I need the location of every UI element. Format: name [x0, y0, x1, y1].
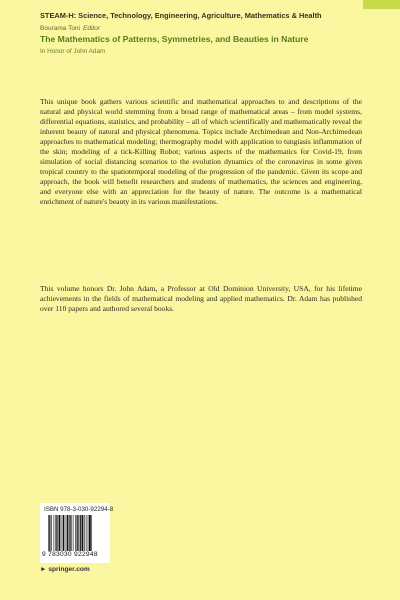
- editor-name: Bourama Toni: [40, 25, 80, 32]
- cover-accent-tab: [363, 0, 400, 9]
- barcode-bar: [49, 515, 50, 551]
- isbn-label: ISBN 978-3-030-92294-8: [44, 506, 114, 513]
- barcode-bar: [63, 515, 64, 551]
- barcode-bar: [84, 515, 85, 551]
- barcode-bar: [77, 515, 78, 551]
- barcode-bar: [69, 515, 70, 551]
- barcode-digits: 9 783030 922948: [42, 551, 98, 558]
- book-subtitle: In Honor of John Adam: [40, 48, 106, 55]
- barcode-bar: [67, 515, 69, 551]
- barcode-bar: [81, 515, 83, 551]
- barcode-bar: [54, 515, 55, 551]
- barcode-bar: [55, 515, 56, 551]
- description-paragraph: This unique book gathers various scientific and mathematical approaches to and descriptions of the natural and physical world stemming from a broad range of mathematical areas – from model systems, differential equations, statistics, and probability – all of which scientifically and mathematically reveal the inherent beauty of natural and physical phenomena. Topics include Archimedean and Non-Archimedean approaches to mathematical modeling; thermography model with application to tungiasis inflammation of the skin; modeling of a tick-Killing Robot; various aspects of the mathematics for Covid-19, from simulation of social distancing scenarios to the evolution dynamics of the coronavirus in some given tropical country to the spatiotemporal modeling of the progression of the pandemic. Given its scope and approach, the book will benefit researchers and students of mathematics, the sciences and engineering, and everyone else with an appreciation for the beauty of nature. The outcome is a mathematical enrichment of nature's beauty in its various manifestations.: [40, 97, 362, 207]
- barcode-bar: [51, 515, 52, 551]
- barcode-bar: [78, 515, 79, 551]
- barcode-bar: [59, 515, 61, 551]
- publisher-link[interactable]: ► springer.com: [40, 566, 90, 573]
- barcode-bar: [48, 515, 49, 551]
- editor-role: Editor: [83, 25, 100, 32]
- barcode-bar: [57, 515, 58, 551]
- barcode-bar: [88, 515, 89, 551]
- series-name: STEAM-H: Science, Technology, Engineering, Agriculture, Mathematics & Health: [40, 11, 322, 20]
- barcode-bar: [73, 515, 74, 551]
- barcode-bar: [89, 515, 91, 551]
- barcode-bar: [86, 515, 87, 551]
- barcode-bar: [75, 515, 76, 551]
- dedication-paragraph: This volume honors Dr. John Adam, a Professor at Old Dominion University, USA, for his lifetime achievements in the fields of mathematical modeling and applied mathematics. Dr. Adam has published over 110 papers and authored several books.: [40, 284, 362, 314]
- barcode-bar: [62, 515, 63, 551]
- barcode-image: [48, 515, 106, 551]
- barcode-bar: [70, 515, 71, 551]
- book-title: The Mathematics of Patterns, Symmetries, and Beauties in Nature: [40, 34, 309, 44]
- barcode-bar: [91, 515, 92, 551]
- barcode-bar: [65, 515, 66, 551]
- editor-line: [40, 25, 100, 32]
- publisher-url[interactable]: springer.com: [48, 566, 90, 573]
- barcode-bar: [80, 515, 81, 551]
